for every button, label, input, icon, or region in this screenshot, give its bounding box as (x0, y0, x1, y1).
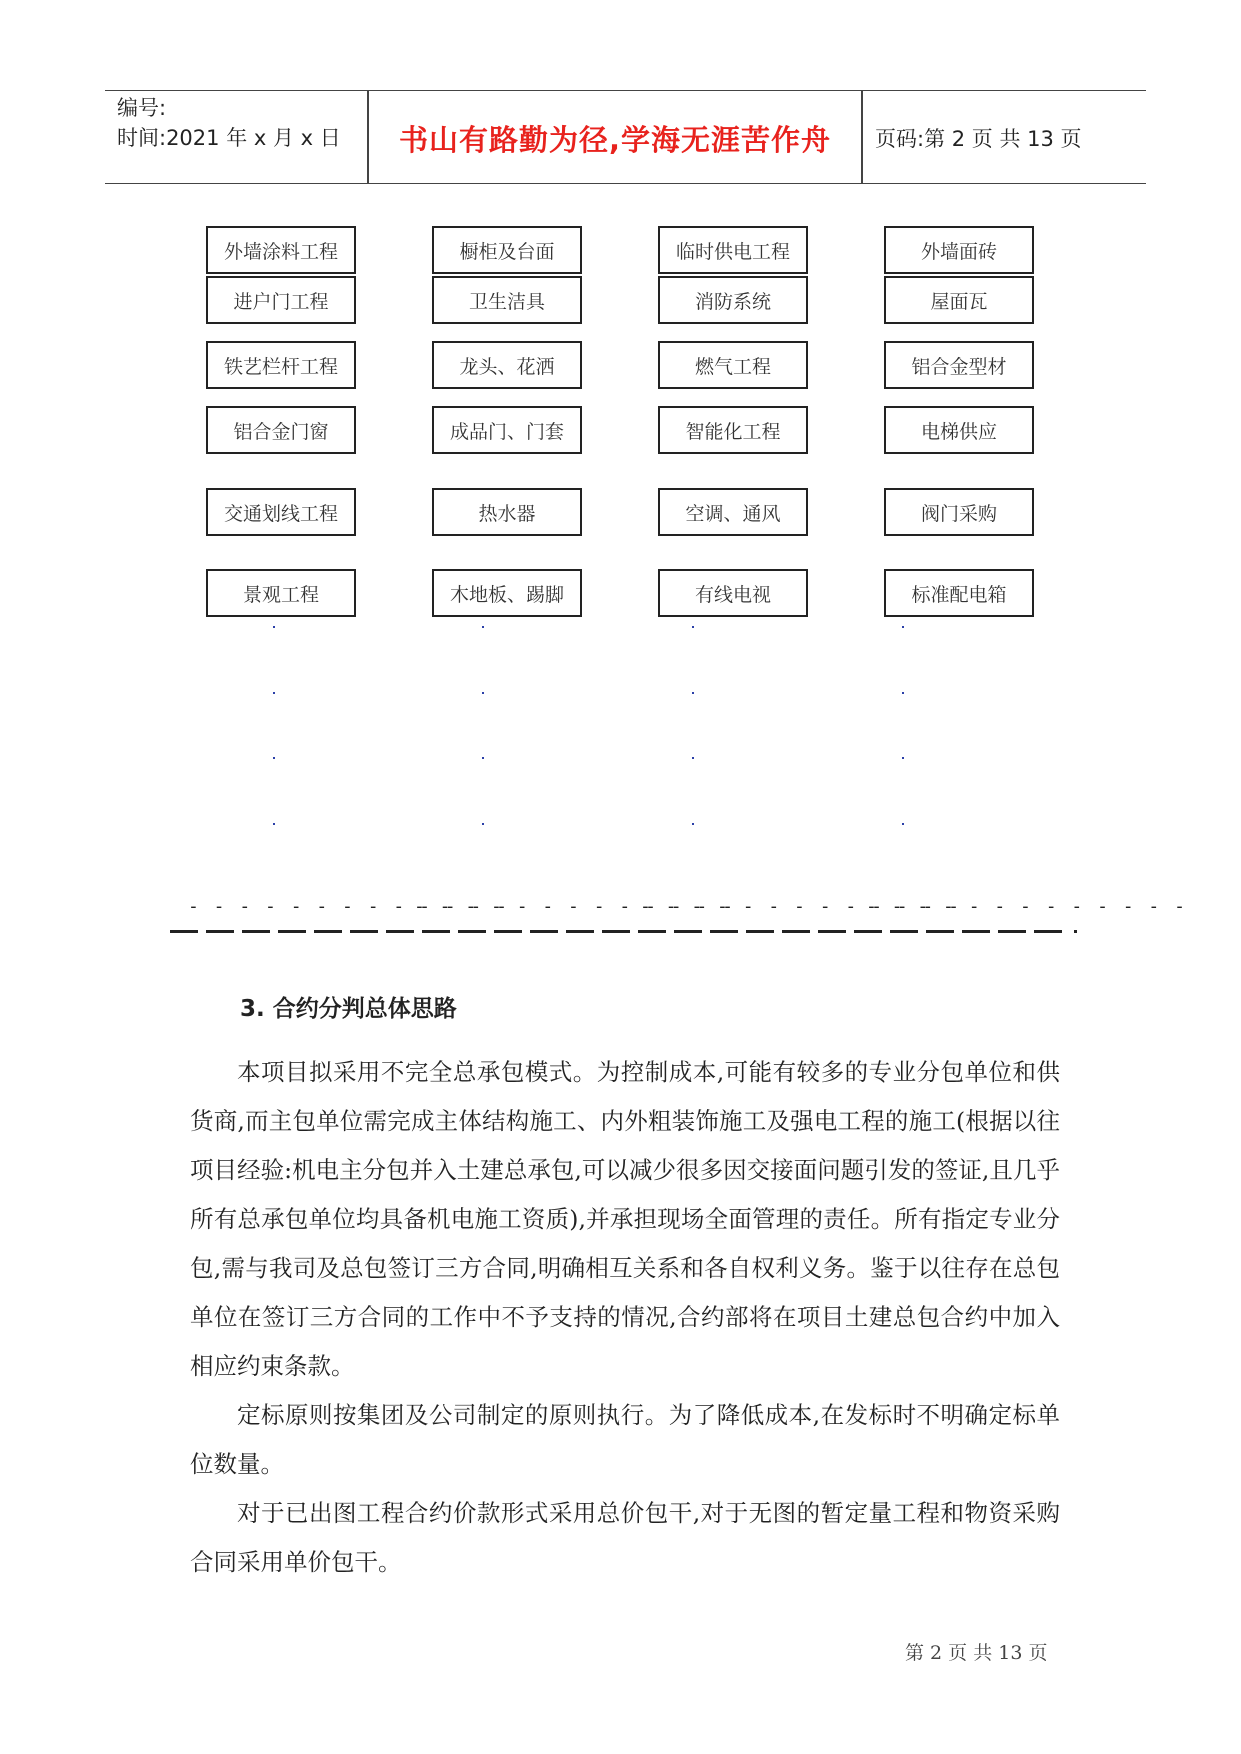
dot-marker (482, 626, 484, 628)
box-item: 外墙涂料工程 (206, 226, 356, 274)
page-header (105, 90, 1146, 184)
box-item: 铝合金型材 (884, 341, 1034, 389)
header-page-label: 页码:第 2 页 共 13 页 (875, 127, 1082, 151)
box-item: 橱柜及台面 (432, 226, 582, 274)
header-divider (367, 91, 369, 183)
dot-marker (692, 626, 694, 628)
box-item: 电梯供应 (884, 406, 1034, 454)
header-divider (861, 91, 863, 183)
date-label: 时间:2021 年 x 月 x 日 (117, 126, 341, 150)
box-item: 临时供电工程 (658, 226, 808, 274)
dash-divider: - - - - - - - - - - - - - (188, 896, 509, 917)
box-item: 卫生洁具 (432, 276, 582, 324)
box-item: 阀门采购 (884, 488, 1034, 536)
section-title: 3. 合约分判总体思路 (240, 996, 457, 1022)
box-item: 空调、通风 (658, 488, 808, 536)
dot-marker (482, 692, 484, 694)
serial-label: 编号: (117, 96, 167, 120)
dash-divider: - - - - - - - - - - - - - (640, 896, 961, 917)
box-item: 热水器 (432, 488, 582, 536)
box-item: 燃气工程 (658, 341, 808, 389)
dot-marker (273, 823, 275, 825)
dash-divider: - - - - - - - - - - - - - (866, 896, 1187, 917)
page-footer: 第 2 页 共 13 页 (905, 1642, 1048, 1664)
box-item: 成品门、门套 (432, 406, 582, 454)
box-item: 景观工程 (206, 569, 356, 617)
paragraph: 定标原则按集团及公司制定的原则执行。为了降低成本,在发标时不明确定标单位数量。 (190, 1401, 1060, 1478)
dot-marker (902, 692, 904, 694)
box-item: 智能化工程 (658, 406, 808, 454)
box-item: 木地板、踢脚 (432, 569, 582, 617)
section-body (190, 1048, 1060, 1587)
box-item: 龙头、花洒 (432, 341, 582, 389)
dot-marker (273, 626, 275, 628)
box-item: 消防系统 (658, 276, 808, 324)
paragraph: 对于已出图工程合约价款形式采用总价包干,对于无图的暂定量工程和物资采购合同采用单价包干。 (190, 1499, 1060, 1576)
dot-marker (902, 626, 904, 628)
header-meta (117, 93, 341, 153)
box-item: 铝合金门窗 (206, 406, 356, 454)
dot-marker (692, 823, 694, 825)
thick-dash-rule (170, 930, 1070, 933)
box-item: 标准配电箱 (884, 569, 1034, 617)
box-item: 进户门工程 (206, 276, 356, 324)
box-item: 屋面瓦 (884, 276, 1034, 324)
dot-marker (273, 757, 275, 759)
dot-marker (482, 757, 484, 759)
dot-marker (902, 757, 904, 759)
dot-marker (692, 692, 694, 694)
dot-marker (902, 823, 904, 825)
box-item: 外墙面砖 (884, 226, 1034, 274)
box-item: 有线电视 (658, 569, 808, 617)
box-item: 铁艺栏杆工程 (206, 341, 356, 389)
dot-marker (273, 692, 275, 694)
header-motto: 书山有路勤为径,学海无涯苦作舟 (398, 123, 832, 157)
box-item: 交通划线工程 (206, 488, 356, 536)
dot-marker (482, 823, 484, 825)
dash-divider: - - - - - - - - - - - - - (414, 896, 735, 917)
thick-dash-end (1074, 930, 1077, 933)
paragraph: 本项目拟采用不完全总承包模式。为控制成本,可能有较多的专业分包单位和供货商,而主包单位需完成主体结构施工、内外粗装饰施工及强电工程的施工(根据以往项目经验:机电主分包并入土建总承包,可以减少很多因交接面问题引发的签证,且几乎所有总承包单位均具备机电施工资质),并承担现场全面管理的责任。所有指定专业分包,需与我司及总包签订三方合同,明确相互关系和各自权利义务。鉴于以往存在总包单位在签订三方合同的工作中不予支持的情况,合约部将在项目土建总包合约中加入相应约束条款。 (190, 1058, 1060, 1380)
dot-marker (692, 757, 694, 759)
